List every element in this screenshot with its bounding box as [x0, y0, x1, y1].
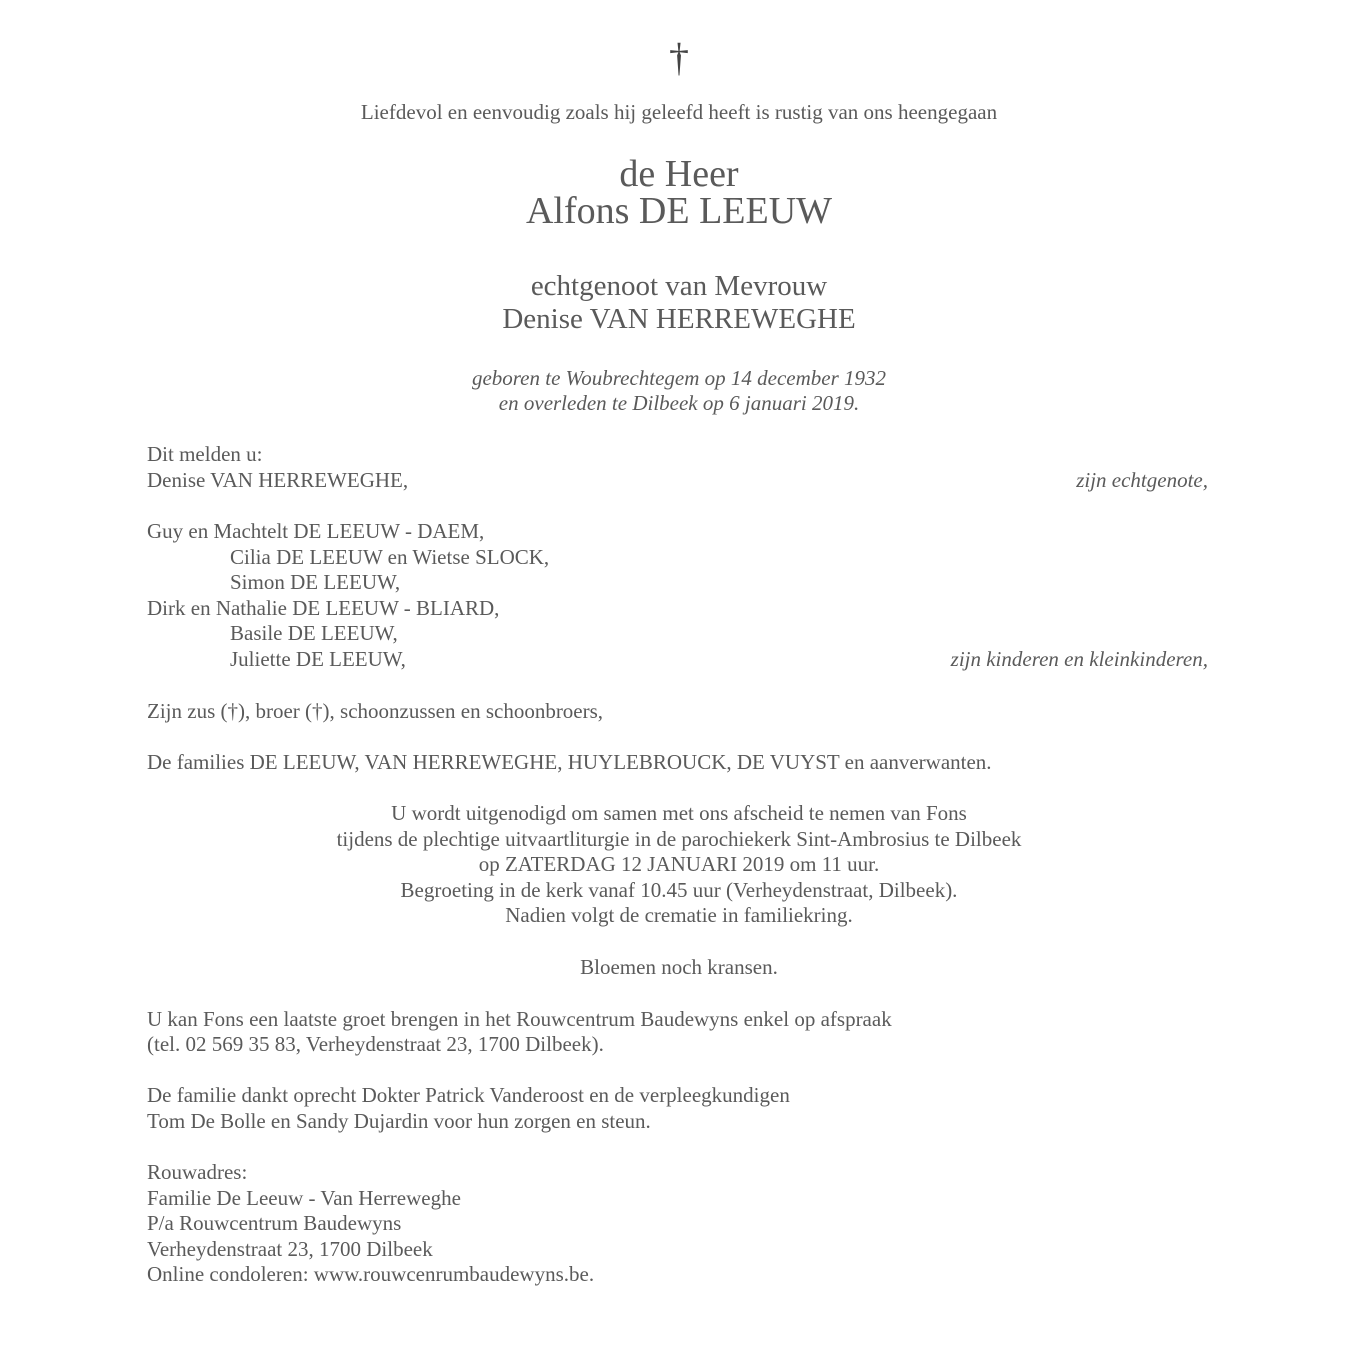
deceased-name: Alfons DE LEEUW	[525, 190, 833, 232]
spouse-intro: echtgenoot van Mevrouw	[530, 270, 828, 302]
thanks-line: Tom De Bolle en Sandy Dujardin voor hun zorgen en steun.	[147, 1109, 651, 1133]
spouse-row-relation: zijn echtgenote,	[1076, 468, 1208, 492]
address-line: Familie De Leeuw - Van Herreweghe	[147, 1186, 461, 1210]
grandchild-line: Basile DE LEEUW,	[230, 621, 398, 645]
address-line: Verheydenstraat 23, 1700 Dilbeek	[147, 1237, 433, 1261]
spouse-row-name: Denise VAN HERREWEGHE,	[147, 468, 409, 492]
spouse-heading	[0, 270, 1345, 336]
grandchild-line: Simon DE LEEUW,	[230, 570, 401, 594]
address-line: Rouwadres:	[147, 1160, 248, 1184]
condolence-line[interactable]: Online condoleren: www.rouwcenrumbaudewyns.be.	[147, 1262, 595, 1286]
ceremony-line: U wordt uitgenodigd om samen met ons afscheid te nemen van Fons	[391, 801, 967, 825]
siblings-line: Zijn zus (†), broer (†), schoonzussen en schoonbroers,	[147, 699, 604, 723]
ceremony-block	[0, 801, 1345, 929]
cross-icon: †	[669, 35, 689, 80]
announce-line: Dit melden u:	[147, 442, 263, 466]
visit-line: (tel. 02 569 35 83, Verheydenstraat 23, 1700 Dilbeek).	[147, 1032, 604, 1056]
ceremony-line: tijdens de plechtige uitvaartliturgie in de parochiekerk Sint-Ambrosius te Dilbeek	[336, 826, 1022, 851]
child-line: Guy en Machtelt DE LEEUW - DAEM,	[147, 519, 485, 543]
life-dates	[0, 366, 1345, 416]
children-relation: zijn kinderen en kleinkinderen,	[950, 647, 1208, 671]
died-line: en overleden te Dilbeek op 6 januari 2019.	[498, 391, 860, 415]
thanks-line: De familie dankt oprecht Dokter Patrick Vanderoost en de verpleegkundigen	[147, 1083, 790, 1107]
ceremony-line: Begroeting in de kerk vanaf 10.45 uur (Verheydenstraat, Dilbeek).	[400, 877, 958, 902]
intro-text: Liefdevol en eenvoudig zoals hij geleefd heeft is rustig van ons heengegaan	[360, 100, 998, 124]
title-line: de Heer	[619, 153, 739, 195]
ceremony-line: Nadien volgt de crematie in familiekring.	[505, 903, 853, 927]
child-line: Dirk en Nathalie DE LEEUW - BLIARD,	[147, 596, 500, 620]
flowers-line: Bloemen noch kransen.	[580, 955, 778, 979]
born-line: geboren te Woubrechtegem op 14 december 1932	[471, 366, 887, 390]
visit-line: U kan Fons een laatste groet brengen in het Rouwcentrum Baudewyns enkel op afspraak	[147, 1007, 892, 1031]
spouse-name: Denise VAN HERREWEGHE	[502, 303, 856, 335]
ceremony-line: op ZATERDAG 12 JANUARI 2019 om 11 uur.	[478, 852, 880, 876]
address-line: P/a Rouwcentrum Baudewyns	[147, 1211, 402, 1235]
families-line: De families DE LEEUW, VAN HERREWEGHE, HUYLEBROUCK, DE VUYST en aanverwanten.	[147, 750, 992, 774]
grandchild-line: Cilia DE LEEUW en Wietse SLOCK,	[230, 545, 550, 569]
grandchild-line: Juliette DE LEEUW,	[230, 647, 406, 671]
deceased-heading	[0, 153, 1345, 232]
